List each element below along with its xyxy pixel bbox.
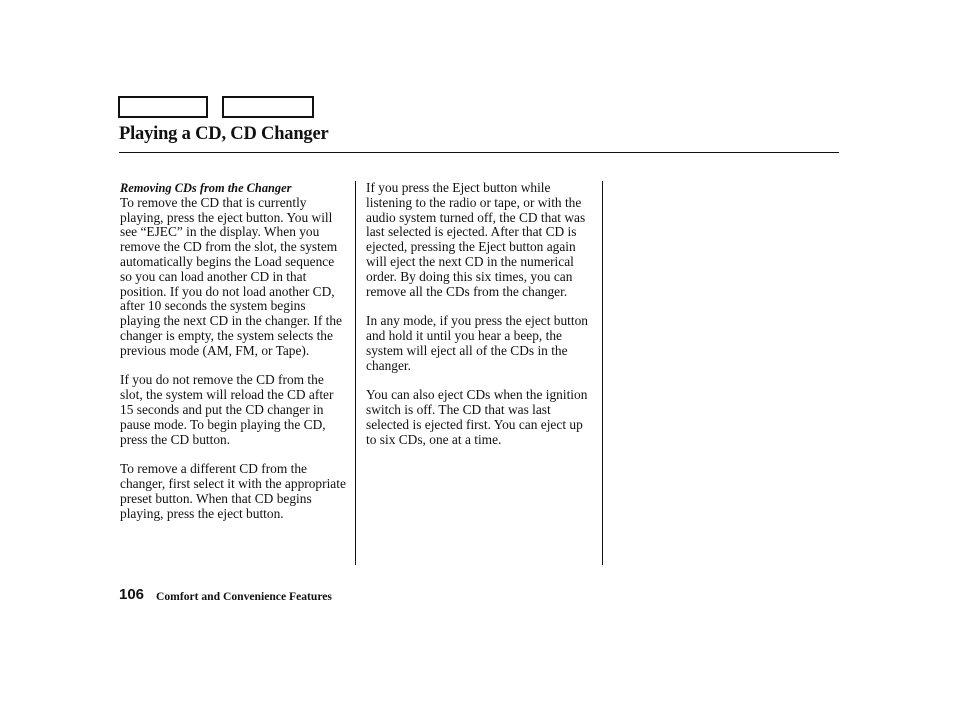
column-divider: [355, 181, 356, 565]
section-subheading: Removing CDs from the Changer: [120, 181, 292, 195]
header-tab-right: [222, 96, 314, 118]
paragraph: In any mode, if you press the eject button and hold it until you hear a beep, the system will eject all of the CDs in the changer.: [366, 313, 589, 373]
text-column-middle: [366, 181, 596, 462]
page-title: Playing a CD, CD Changer: [119, 124, 329, 144]
paragraph: You can also eject CDs when the ignition switch is off. The CD that was last selected is ejected first. You can eject up to six CDs, one at a time.: [366, 387, 588, 447]
title-rule: [119, 152, 839, 153]
paragraph: If you do not remove the CD from the slot, the system will reload the CD after 15 seconds and put the CD changer in pause mode. To begin playing the CD, press the CD button.: [120, 372, 334, 447]
paragraph: To remove the CD that is currently playing, press the eject button. You will see “EJEC” in the display. When you remove the CD from the slot, the system automatically begins the Load sequence so you can load another CD in that position. If you do not load another CD, after 10 seconds the system begins playing the next CD in the changer. If the changer is empty, the system selects the previous mode (AM, FM, or Tape).: [120, 194, 342, 358]
header-tab-left: [118, 96, 208, 118]
paragraph: If you press the Eject button while listening to the radio or tape, or with the audio system turned off, the CD that was last selected is ejected. After that CD is ejected, pressing the Eject button again will eject the next CD in the numerical order. By doing this six times, you can remove all the CDs from the changer.: [366, 180, 586, 299]
paragraph: To remove a different CD from the changer, first select it with the appropriate preset button. When that CD begins playing, press the eject button.: [120, 461, 346, 521]
section-name: Comfort and Convenience Features: [156, 590, 332, 603]
page-number: 106: [119, 586, 145, 603]
column-divider: [602, 181, 603, 565]
text-column-left: [120, 181, 348, 536]
